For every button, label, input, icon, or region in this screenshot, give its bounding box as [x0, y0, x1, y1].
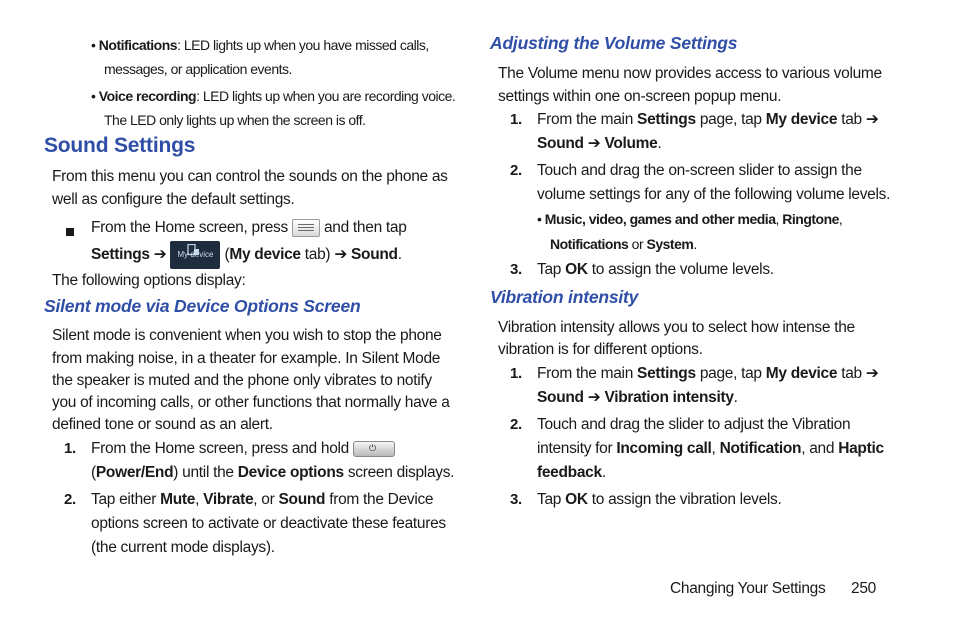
paragraph-line: you of incoming calls, or other functions that normally have a — [52, 394, 450, 411]
step-text: Tap — [537, 491, 562, 508]
haptic-label: Haptic — [838, 440, 884, 457]
step-line — [537, 108, 879, 132]
volume-levels-bullet-continued — [550, 232, 697, 256]
step-text: . — [601, 464, 606, 481]
step-text: Tap either — [91, 491, 157, 508]
bullet-text: : LED lights up when you have missed calls, — [177, 37, 429, 53]
step-number: 2. — [64, 491, 76, 508]
step-line: Touch and drag the slider to adjust the Vibration — [537, 416, 851, 433]
sound-label: Sound — [351, 246, 398, 264]
step-line-1 — [91, 216, 407, 240]
arrow-icon: ➔ — [153, 246, 167, 264]
step-number: 1. — [64, 440, 76, 457]
step-text: , — [838, 211, 843, 227]
footer-section-title: Changing Your Settings — [670, 580, 826, 597]
step-number: 2. — [510, 162, 522, 179]
ok-label: OK — [565, 491, 588, 508]
menu-key-icon — [292, 219, 320, 237]
step-number: 2. — [510, 416, 522, 433]
paragraph-line: defined tone or sound as an alert. — [52, 416, 273, 433]
notification-label: Notification — [719, 440, 802, 457]
square-bullet — [66, 223, 74, 241]
step-line: Touch and drag the on-screen slider to assign the — [537, 162, 862, 179]
section-heading-vibration: Vibration intensity — [490, 287, 639, 307]
my-device-tab-icon — [170, 241, 220, 269]
step-text: . — [693, 236, 697, 252]
bullet-term: Notifications — [98, 37, 178, 53]
paragraph-line: Vibration intensity allows you to select how intense the — [498, 319, 855, 336]
paragraph-line: From this menu you can control the sounds on the phone as — [52, 168, 448, 185]
paragraph-line: well as configure the default settings. — [52, 191, 295, 208]
step-line: options screen to activate or deactivate these features — [91, 515, 446, 532]
my-device-label: My device — [229, 246, 301, 264]
step-line: (the current mode displays). — [91, 539, 275, 556]
power-end-label: Power/End — [95, 464, 174, 481]
step-line — [537, 258, 774, 282]
paragraph-line: from making noise, in a theater for example. In Silent Mode — [52, 350, 441, 367]
volume-levels-bullet — [537, 207, 842, 231]
step-line — [91, 488, 433, 512]
arrow-icon: ➔ — [587, 135, 601, 152]
step-text: . — [657, 135, 662, 152]
power-key-icon: ⏻ — [353, 441, 395, 457]
sound-label: Sound — [537, 389, 584, 406]
bullet-dot: • — [91, 88, 96, 104]
sound-label: Sound — [537, 135, 584, 152]
step-text: From the Home screen, press and hold — [91, 440, 349, 457]
step-text: from the Device — [329, 491, 434, 508]
paragraph-line: vibration is for different options. — [498, 341, 703, 358]
paragraph-line: Silent mode is convenient when you wish to stop the phone — [52, 327, 442, 344]
bullet-term: Voice recording — [98, 88, 197, 104]
ringtone-label: Ringtone — [782, 211, 839, 227]
step-line — [537, 362, 879, 386]
incoming-call-label: Incoming call — [616, 440, 712, 457]
step-text: page, tap — [699, 111, 762, 128]
my-device-icon-label: My device — [177, 250, 214, 259]
step-text: , and — [801, 440, 835, 457]
step-text: From the main — [537, 365, 634, 382]
step-text: , or — [253, 491, 275, 508]
step-text: , — [711, 440, 716, 457]
my-device-label: My device — [765, 365, 838, 382]
step-text: ) until the — [173, 464, 234, 481]
step-text: From the main — [537, 111, 634, 128]
step-line-2 — [91, 241, 402, 269]
step-text: tab ➔ — [841, 365, 879, 382]
my-device-label: My device — [765, 111, 838, 128]
step-line — [91, 461, 454, 485]
step-text: Tap — [537, 261, 562, 278]
bullet-notifications — [91, 33, 429, 57]
vibration-intensity-label: Vibration intensity — [604, 389, 734, 406]
settings-label: Settings — [637, 111, 696, 128]
settings-label: Settings — [637, 365, 696, 382]
step-number: 1. — [510, 111, 522, 128]
step-text: screen displays. — [347, 464, 455, 481]
step-number: 1. — [510, 365, 522, 382]
step-text: . — [397, 246, 402, 264]
step-line — [537, 386, 738, 410]
step-line — [537, 132, 662, 156]
step-text: . — [733, 389, 738, 406]
step-line: volume settings for any of the following volume levels. — [537, 186, 891, 203]
settings-label: Settings — [91, 246, 150, 264]
section-heading-sound-settings: Sound Settings — [44, 134, 196, 157]
notifications-label: Notifications — [550, 236, 629, 252]
step-text: , — [195, 491, 200, 508]
step-text: to assign the volume levels. — [591, 261, 774, 278]
step-text: intensity for — [537, 440, 613, 457]
bullet-text-continued: The LED only lights up when the screen is off. — [104, 112, 366, 128]
bullet-text: : LED lights up when you are recording voice. — [196, 88, 456, 104]
step-text: or — [631, 236, 644, 252]
step-text: From the Home screen, press — [91, 219, 288, 236]
bullet-text-continued: messages, or application events. — [104, 61, 292, 77]
step-text: , — [775, 211, 779, 227]
arrow-icon: ➔ — [334, 246, 347, 264]
system-label: System — [646, 236, 694, 252]
mute-label: Mute — [160, 491, 196, 508]
feedback-label: feedback — [537, 464, 602, 481]
step-text: tab) — [304, 246, 331, 264]
media-label: Music, video, games and other media — [544, 211, 776, 227]
step-text: page, tap — [699, 365, 762, 382]
paragraph-line: the speaker is muted and the phone only vibrates to notify — [52, 372, 432, 389]
step-line — [537, 437, 884, 461]
bullet-dot: • — [537, 211, 542, 227]
vibrate-label: Vibrate — [203, 491, 254, 508]
step-line — [537, 461, 606, 485]
step-number: 3. — [510, 261, 522, 278]
arrow-icon: ➔ — [587, 389, 601, 406]
options-display-text: The following options display: — [52, 272, 246, 289]
volume-label: Volume — [604, 135, 658, 152]
device-options-label: Device options — [237, 464, 344, 481]
step-text: to assign the vibration levels. — [591, 491, 782, 508]
paragraph-line: The Volume menu now provides access to various volume — [498, 65, 882, 82]
bullet-dot: • — [91, 37, 96, 53]
bullet-voice-recording — [91, 84, 455, 108]
ok-label: OK — [565, 261, 588, 278]
step-text: and then tap — [323, 219, 407, 236]
step-text: ( — [224, 246, 230, 264]
step-text: tab ➔ — [841, 111, 879, 128]
section-heading-volume: Adjusting the Volume Settings — [490, 33, 738, 53]
section-heading-silent-mode: Silent mode via Device Options Screen — [44, 296, 361, 316]
paragraph-line: settings within one on-screen popup menu. — [498, 88, 782, 105]
sound-label: Sound — [278, 491, 326, 508]
step-number: 3. — [510, 491, 522, 508]
page-number: 250 — [851, 580, 876, 597]
step-line — [537, 488, 782, 512]
step-text: ( — [91, 464, 96, 481]
step-line — [91, 437, 395, 461]
